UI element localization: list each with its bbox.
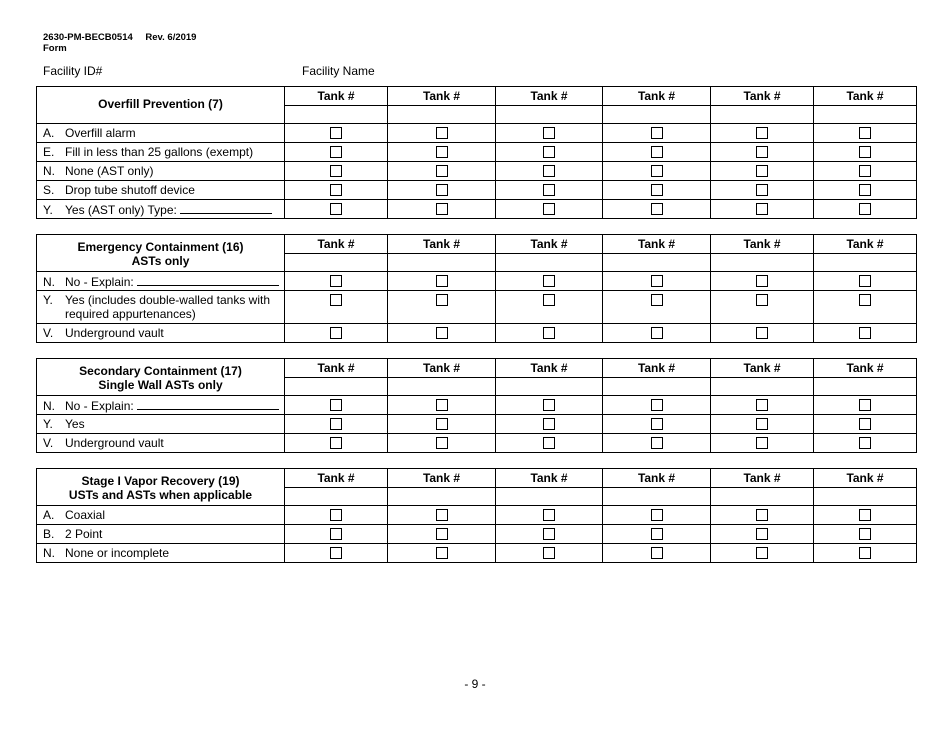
tank-number-field[interactable] <box>496 106 603 124</box>
checkbox[interactable] <box>859 275 871 287</box>
option-label: Y. Yes (includes double-walled tanks with required appurtenances) <box>37 291 285 324</box>
tank-header: Tank # <box>388 87 496 106</box>
tank-number-field[interactable] <box>388 106 496 124</box>
checkbox[interactable] <box>436 184 448 196</box>
facility-name-label: Facility Name <box>302 64 375 78</box>
checkbox[interactable] <box>756 294 768 306</box>
tank-number-field[interactable] <box>388 488 496 506</box>
tank-number-field[interactable] <box>388 254 496 272</box>
checkbox[interactable] <box>756 275 768 287</box>
tank-header: Tank # <box>814 87 917 106</box>
tank-header: Tank # <box>603 87 711 106</box>
tank-number-field[interactable] <box>285 378 388 396</box>
tank-number-field[interactable] <box>711 488 814 506</box>
tank-number-field[interactable] <box>388 378 496 396</box>
facility-id-label: Facility ID# <box>43 64 103 78</box>
checkbox[interactable] <box>651 327 663 339</box>
checkbox[interactable] <box>436 418 448 430</box>
tank-header: Tank # <box>711 469 814 488</box>
tank-number-field[interactable] <box>603 254 711 272</box>
checkbox[interactable] <box>651 547 663 559</box>
checkbox[interactable] <box>330 418 342 430</box>
checkbox[interactable] <box>756 528 768 540</box>
overfill-prevention-table <box>36 86 917 219</box>
checkbox[interactable] <box>859 528 871 540</box>
tank-header: Tank # <box>496 235 603 254</box>
option-label: E. Fill in less than 25 gallons (exempt) <box>37 143 285 162</box>
checkbox[interactable] <box>859 294 871 306</box>
tank-header: Tank # <box>496 359 603 378</box>
option-label: Y. Yes (AST only) Type: <box>37 200 285 219</box>
checkbox[interactable] <box>436 294 448 306</box>
option-label: B. 2 Point <box>37 525 285 544</box>
checkbox[interactable] <box>543 127 555 139</box>
tank-number-field[interactable] <box>814 488 917 506</box>
checkbox[interactable] <box>543 547 555 559</box>
option-row <box>37 162 917 181</box>
checkbox[interactable] <box>330 528 342 540</box>
checkbox[interactable] <box>651 528 663 540</box>
checkbox[interactable] <box>859 327 871 339</box>
checkbox[interactable] <box>543 165 555 177</box>
checkbox[interactable] <box>330 127 342 139</box>
checkbox[interactable] <box>543 528 555 540</box>
option-row <box>37 434 917 453</box>
checkbox[interactable] <box>756 418 768 430</box>
checkbox[interactable] <box>651 203 663 215</box>
checkbox[interactable] <box>436 509 448 521</box>
checkbox[interactable] <box>651 146 663 158</box>
tank-header: Tank # <box>285 87 388 106</box>
tank-number-field[interactable] <box>285 106 388 124</box>
checkbox[interactable] <box>436 327 448 339</box>
tank-header: Tank # <box>603 235 711 254</box>
checkbox[interactable] <box>543 146 555 158</box>
tank-number-field[interactable] <box>814 254 917 272</box>
tank-header: Tank # <box>711 87 814 106</box>
checkbox[interactable] <box>543 203 555 215</box>
tank-number-field[interactable] <box>711 254 814 272</box>
option-label: N. None or incomplete <box>37 544 285 563</box>
checkbox[interactable] <box>436 547 448 559</box>
checkbox[interactable] <box>756 146 768 158</box>
checkbox[interactable] <box>859 437 871 449</box>
tank-number-field[interactable] <box>603 378 711 396</box>
checkbox[interactable] <box>330 146 342 158</box>
option-row <box>37 272 917 291</box>
page-number: - 9 - <box>464 677 486 691</box>
explain-blank-line[interactable] <box>137 274 279 286</box>
option-row <box>37 525 917 544</box>
tank-number-field[interactable] <box>285 488 388 506</box>
checkbox[interactable] <box>436 203 448 215</box>
checkbox[interactable] <box>756 184 768 196</box>
tank-header: Tank # <box>496 469 603 488</box>
tank-header: Tank # <box>711 359 814 378</box>
checkbox[interactable] <box>651 184 663 196</box>
option-row <box>37 143 917 162</box>
option-row <box>37 415 917 434</box>
option-row <box>37 200 917 219</box>
checkbox[interactable] <box>436 437 448 449</box>
section-title: Emergency Containment (16) ASTs only <box>37 235 285 272</box>
checkbox[interactable] <box>651 127 663 139</box>
tank-number-field[interactable] <box>603 106 711 124</box>
tank-header: Tank # <box>388 359 496 378</box>
tank-number-field[interactable] <box>711 378 814 396</box>
checkbox[interactable] <box>859 547 871 559</box>
checkbox[interactable] <box>756 547 768 559</box>
tank-number-field[interactable] <box>496 378 603 396</box>
option-label: V. Underground vault <box>37 434 285 453</box>
option-row <box>37 291 917 324</box>
tank-number-field[interactable] <box>711 106 814 124</box>
option-row <box>37 396 917 415</box>
checkbox[interactable] <box>859 146 871 158</box>
form-revision: Rev. 6/2019 <box>145 32 197 43</box>
checkbox[interactable] <box>651 165 663 177</box>
section-title: Stage I Vapor Recovery (19) USTs and ASTs when applicable <box>37 469 285 506</box>
checkbox[interactable] <box>436 127 448 139</box>
tank-number-field[interactable] <box>814 378 917 396</box>
tank-header: Tank # <box>814 469 917 488</box>
checkbox[interactable] <box>436 528 448 540</box>
checkbox[interactable] <box>859 203 871 215</box>
checkbox[interactable] <box>859 165 871 177</box>
option-row <box>37 544 917 563</box>
checkbox[interactable] <box>756 165 768 177</box>
checkbox[interactable] <box>330 399 342 411</box>
checkbox[interactable] <box>651 509 663 521</box>
tank-header: Tank # <box>814 359 917 378</box>
checkbox[interactable] <box>859 127 871 139</box>
secondary-containment-table <box>36 358 917 453</box>
section-title: Secondary Containment (17) Single Wall ASTs only <box>37 359 285 396</box>
emergency-containment-table <box>36 234 917 343</box>
tank-header: Tank # <box>496 87 603 106</box>
checkbox[interactable] <box>436 165 448 177</box>
checkbox[interactable] <box>543 294 555 306</box>
checkbox[interactable] <box>543 399 555 411</box>
checkbox[interactable] <box>543 275 555 287</box>
checkbox[interactable] <box>543 327 555 339</box>
tank-header: Tank # <box>388 469 496 488</box>
checkbox[interactable] <box>859 418 871 430</box>
checkbox[interactable] <box>330 547 342 559</box>
tank-header: Tank # <box>603 469 711 488</box>
tank-header: Tank # <box>603 359 711 378</box>
option-label: A. Overfill alarm <box>37 124 285 143</box>
explain-blank-line[interactable] <box>137 398 279 410</box>
checkbox[interactable] <box>436 399 448 411</box>
checkbox[interactable] <box>543 437 555 449</box>
tank-header: Tank # <box>388 235 496 254</box>
tank-header: Tank # <box>711 235 814 254</box>
vapor-recovery-table <box>36 468 917 563</box>
option-row <box>37 181 917 200</box>
checkbox[interactable] <box>859 509 871 521</box>
option-row <box>37 506 917 525</box>
tank-number-field[interactable] <box>814 106 917 124</box>
checkbox[interactable] <box>651 275 663 287</box>
form-label: Form <box>43 43 67 54</box>
option-row <box>37 324 917 343</box>
checkbox[interactable] <box>330 203 342 215</box>
checkbox[interactable] <box>543 184 555 196</box>
checkbox[interactable] <box>330 509 342 521</box>
tank-number-field[interactable] <box>603 488 711 506</box>
checkbox[interactable] <box>756 203 768 215</box>
type-blank-line[interactable] <box>180 202 272 214</box>
option-label: N. None (AST only) <box>37 162 285 181</box>
checkbox[interactable] <box>543 418 555 430</box>
section-title: Overfill Prevention (7) <box>37 87 285 124</box>
checkbox[interactable] <box>756 437 768 449</box>
option-label: N. No - Explain: <box>37 396 285 415</box>
checkbox[interactable] <box>330 275 342 287</box>
checkbox[interactable] <box>330 327 342 339</box>
checkbox[interactable] <box>330 294 342 306</box>
checkbox[interactable] <box>330 165 342 177</box>
checkbox[interactable] <box>330 184 342 196</box>
form-code-block <box>43 32 196 54</box>
tank-number-field[interactable] <box>285 254 388 272</box>
option-row <box>37 124 917 143</box>
checkbox[interactable] <box>543 509 555 521</box>
tank-number-field[interactable] <box>496 254 603 272</box>
tank-header: Tank # <box>814 235 917 254</box>
checkbox[interactable] <box>651 437 663 449</box>
checkbox[interactable] <box>756 399 768 411</box>
checkbox[interactable] <box>756 509 768 521</box>
checkbox[interactable] <box>330 437 342 449</box>
option-label: A. Coaxial <box>37 506 285 525</box>
tank-header: Tank # <box>285 359 388 378</box>
checkbox[interactable] <box>651 418 663 430</box>
option-label: V. Underground vault <box>37 324 285 343</box>
checkbox[interactable] <box>859 184 871 196</box>
option-label: S. Drop tube shutoff device <box>37 181 285 200</box>
form-number: 2630-PM-BECB0514 <box>43 32 133 43</box>
tank-header: Tank # <box>285 469 388 488</box>
checkbox[interactable] <box>651 294 663 306</box>
tank-number-field[interactable] <box>496 488 603 506</box>
checkbox[interactable] <box>436 275 448 287</box>
checkbox[interactable] <box>756 327 768 339</box>
option-label: N. No - Explain: <box>37 272 285 291</box>
checkbox[interactable] <box>651 399 663 411</box>
option-label: Y. Yes <box>37 415 285 434</box>
tank-header: Tank # <box>285 235 388 254</box>
checkbox[interactable] <box>756 127 768 139</box>
checkbox[interactable] <box>436 146 448 158</box>
checkbox[interactable] <box>859 399 871 411</box>
